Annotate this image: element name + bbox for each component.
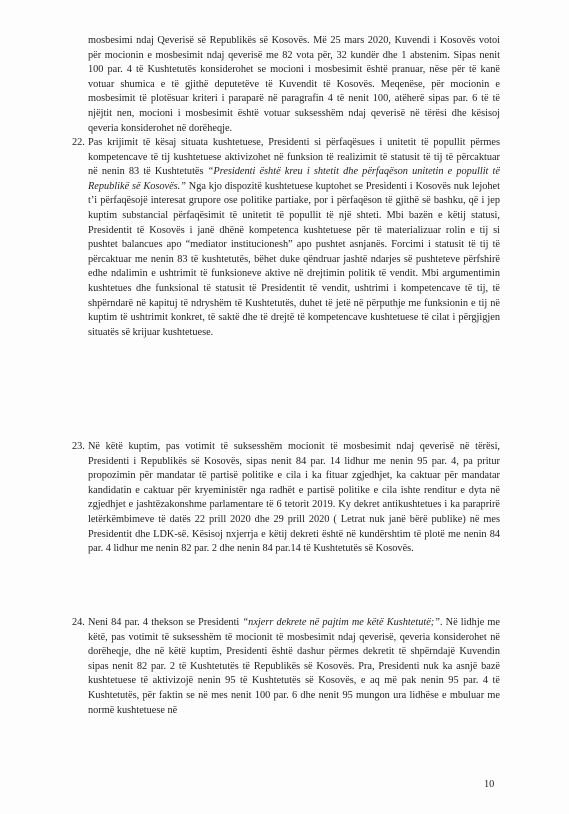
item-body: Pas krijimit të kësaj situata kushtetuese, Presidenti si përfaqësues i unitetit të popullit përmes kompetencave të tij kushtetuese aktivizohet në funksion të realizimit të statusit të tij të përcaktuar në nenin 83 të Kushtetutës “Presidenti është kreu i shtetit dhe përfaqëson unitetin e popullit të Republikë së Kosovës.” Nga kjo dispozitë kushtetuese kuptohet se Presidenti i Kosovës nuk lejohet t’i përfaqësojë interesat grupore ose politike partiake, por i përfaqëson të gjithë së bashku, që i jep kuptim substancial përfaqësimit të unitetit të popullit të një shteti. Mbi bazën e këtij statusi, Presidentit të Kosovës i janë dhënë kompetenca kushtetuese për të materializuar rolin e tij si pushtet balancues apo “mediator institucionesh” apo pushtet asnjanës. Forcimi i statusit të tij të përcaktuar me nenin 83 të kushtetutës, bëhet duke qëndruar jashtë ndarjes së pushteteve përfshirë edhe ndalimin e ushtrimit të funksioneve aktive në drejtimin politik të vendit. Mbi argumentimin kushtetues dhe funksional të statusit të Presidentit të vendit, ushtrimi i kompetencave të tij, të shpërndarë në kapituj të ndryshëm të Kushtetutës, duhet të jetë në përputhje me funksionin e tij në kuptim të ushtrimit konkret, të saktë dhe të drejtë të kompetencave kushtetuese të cilat i përgjigjen situatës së krijuar kushtetuese.: [88, 137, 500, 338]
paragraph-continuation: mosbesimi ndaj Qeverisë së Republikës së Kosovës. Më 25 mars 2020, Kuvendi i Kosovës votoi për mocionin e mosbesimit ndaj qeverisë me 82 vota për, 32 kundër dhe 1 abstenim. Sipas nenit 100 par. 4 të Kushtetutës konsiderohet se mocioni i mosbesimit është pranuar, nëse për të kanë votuar shumica e të gjithë deputetëve të Kuvendit të Kosovës. Meqenëse, për mocionin e mosbesimit të plotësuar kriteri i paraparë në paragrafin 4 të nenit 100, atëherë sipas par. 6 të të njëjtit nen, mocioni i mosbesimit është votuar suksesshëm ndaj qeverisë në tërësi dhe kësisoj qeveria konsiderohet në dorëheqje.: [88, 35, 500, 134]
item-body: Në këtë kuptim, pas votimit të suksesshëm mocionit të mosbesimit ndaj qeverisë në tërësi, Presidenti i Republikës së Kosovës, sipas nenit 84 par. 14 lidhur me nenin 95 par. 4, pa pritur propozimin për mandatar të partisë politike e cila i ka fituar zgjedhjet, ka caktuar për mandatar kandidatin e caktuar për kryeministër nga radhët e partisë politike e cila ishte renditur e dyta në zgjedhjet e jashtëzakonshme parlamentare të 6 tetorit 2019. Ky dekret antikushtetues i ka paraprirë letërkëmbimeve të datës 22 prill 2020 dhe 29 prill 2020 ( Letrat nuk janë bërë publike) në mes Presidentit dhe LDK-së. Kësisoj nxjerrja e këtij dekreti është në kundërshtim të plotë me nenin 84 par. 4 lidhur me nenin 82 par. 2 dhe nenin 84 par.14 të Kushtetutës së Kosovës.: [88, 441, 500, 555]
item-number: 24.: [72, 617, 85, 628]
page-number: 10: [484, 779, 495, 790]
list-item-24: [72, 616, 500, 718]
item-body: Neni 84 par. 4 thekson se Presidenti “nxjerr dekrete në pajtim me këtë Kushtetutë;”. Në lidhje me këtë, pas votimit të suksesshëm të mocionit të mosbesimit ndaj qeverisë, qeveria konsiderohet në dorëheqje, dhe në këtë kuptim, Presidenti është dashur përmes dekretit të shpërndajë Kuvendin sipas nenit 82 par. 2 të Kushtetutës të Republikës së Kosovës. Pra, Presidenti nuk ka asnjë bazë kushtetuese të aktivizojë nenin 95 të Kushtetutës së Kosovës, e aq më pak nenin 95 par. 4 të Kushtetutës, për faktin se në mes nenit 100 par. 6 dhe nenit 95 mungon ura lidhëse e mbuluar me normë kushtetuese në: [88, 617, 500, 716]
item-number: 22.: [72, 137, 85, 148]
list-item-23: [72, 440, 500, 557]
list-item-22: [72, 136, 500, 340]
item-number: 23.: [72, 441, 85, 452]
